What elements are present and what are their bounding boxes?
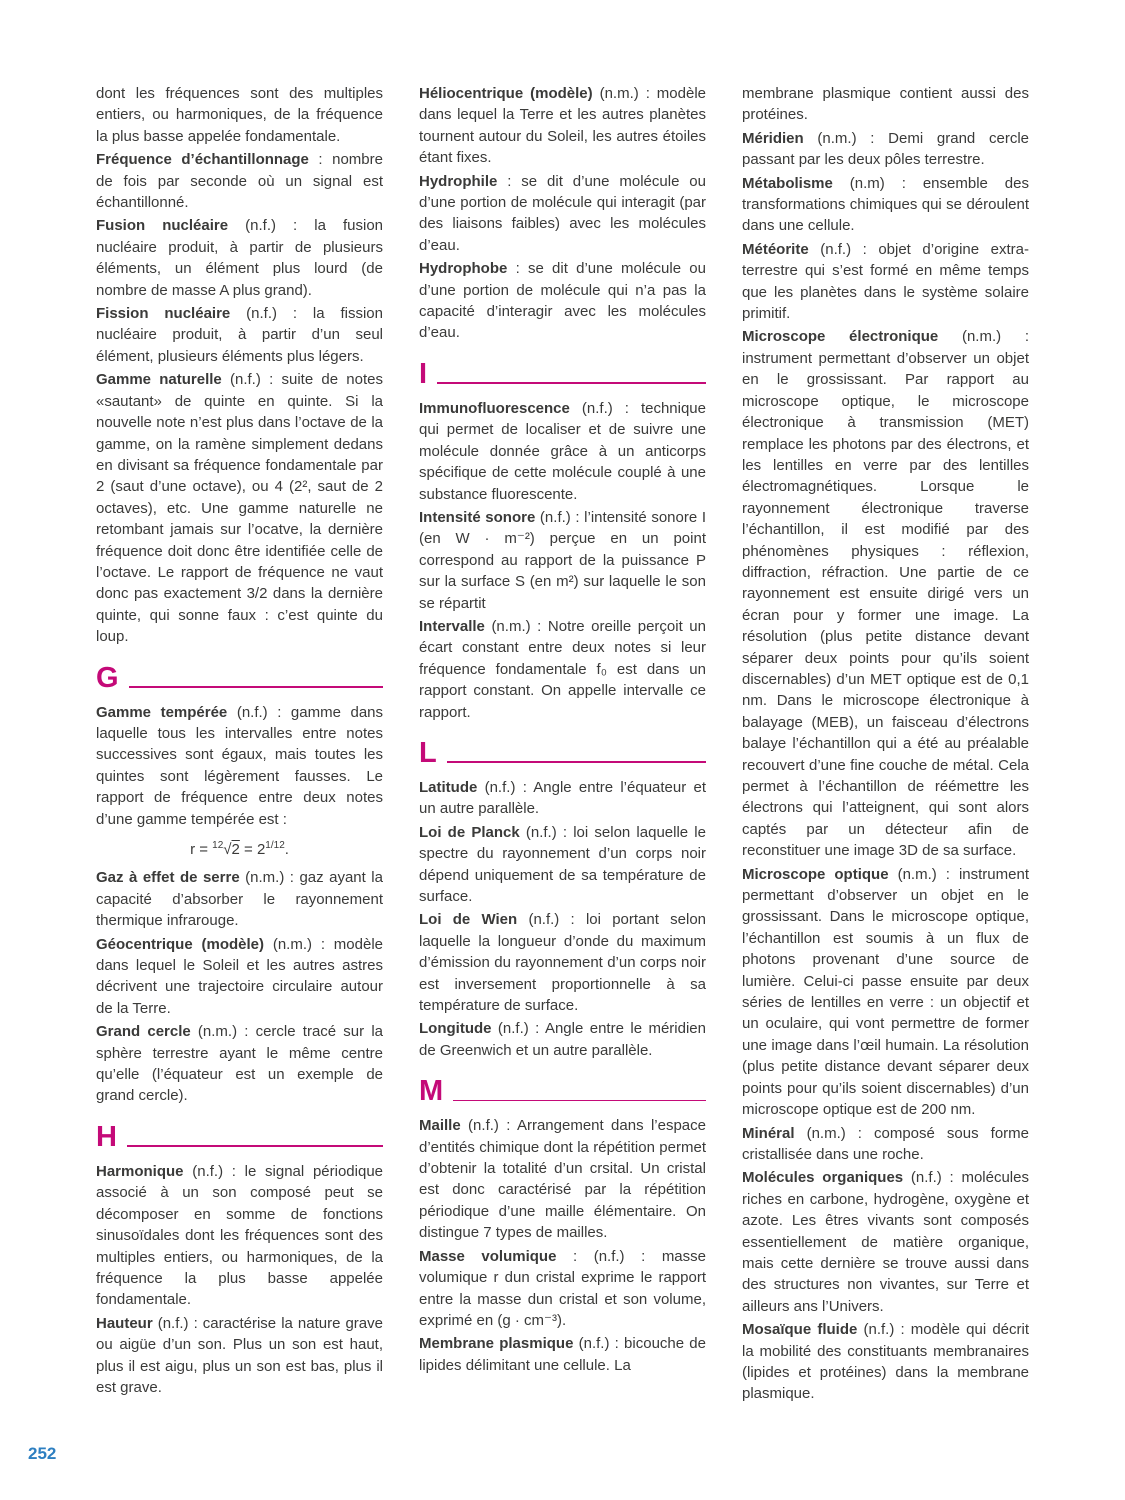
- definition: : (n.f.) : masse volumique r dun cristal exprime le rapport entre la masse dun cristal et son volume, exprimé en (g · cm⁻³).: [419, 1247, 706, 1329]
- entry-hydrophile: [419, 171, 706, 257]
- glossary-continuation: [742, 83, 1029, 126]
- heading-rule: [129, 686, 383, 688]
- heading-rule: [127, 1145, 383, 1147]
- definition: (n.f.) : technique qui permet de localiser et de suivre une molécule donnée grâce à un anticorps spécifique de cette molécule couplé à une substance fluorescente.: [419, 399, 706, 503]
- section-heading-m: [419, 1077, 706, 1106]
- term: Mosaïque fluide: [742, 1321, 858, 1339]
- term: Héliocentrique (modèle): [419, 85, 593, 102]
- entry-hauteur: [96, 1313, 383, 1399]
- entry-mosaique-fluide: [742, 1319, 1029, 1405]
- definition: (n.f.) : loi portant selon laquelle la longueur d’onde du maximum d’émission du rayonnement d’un corps noir est inversement proportionnelle à sa température de surface.: [419, 911, 707, 1015]
- term: Gamme tempérée: [96, 703, 228, 721]
- term: Météorite: [742, 240, 809, 258]
- entry-immunofluorescence: [419, 398, 706, 505]
- entry-geocentrique: [96, 934, 383, 1020]
- term: Intervalle: [419, 617, 485, 635]
- entry-meteorite: [742, 239, 1029, 325]
- term: Métabolisme: [742, 174, 833, 192]
- entry-gamme-naturelle: [96, 369, 383, 647]
- term: Loi de Planck: [419, 823, 520, 841]
- entry-meridien: [742, 128, 1029, 171]
- definition: (n.f.) : la fission nucléaire produit, à partir d’un seul élément, plusieurs éléments plus légers.: [96, 305, 383, 365]
- definition: (n.f.) : gamme dans laquelle tous les intervalles entre notes successives sont égaux, mais toutes les quintes sont légèrement fausses. Le rapport de fréquence entre deux notes d’une gamme tempérée est :: [96, 703, 383, 828]
- section-letter: L: [419, 736, 437, 769]
- definition: dont les fréquences sont des multiples entiers, ou harmoniques, de la fréquence la plus basse appelée fondamentale.: [96, 85, 383, 145]
- term: Membrane plasmique: [419, 1335, 574, 1353]
- term: Immunofluorescence: [419, 399, 570, 417]
- term: Harmonique: [96, 1162, 184, 1180]
- term: Gamme naturelle: [96, 371, 222, 389]
- definition: (n.f.) : Angle entre l’équateur et un autre parallèle.: [419, 778, 706, 818]
- section-heading-g: [96, 661, 383, 694]
- heading-rule: [453, 1100, 706, 1102]
- heading-rule: [437, 382, 706, 384]
- term: Microscope optique: [742, 865, 889, 883]
- entry-heliocentrique: [419, 83, 706, 169]
- entry-gaz-effet-serre: [96, 867, 383, 931]
- definition: (n.m.) : Notre oreille perçoit un écart constant entre deux notes si leur fréquence fondamentale f₀ est dans un rapport constant. On appelle intervalle ce rapport.: [419, 617, 706, 721]
- entry-molecules-organiques: [742, 1167, 1029, 1317]
- term: Fission nucléaire: [96, 305, 231, 323]
- entry-intervalle: [419, 616, 706, 723]
- definition: : nombre de fois par seconde où un signal est échantillonné.: [96, 151, 383, 212]
- term: Maille: [419, 1117, 461, 1135]
- definition: (n.m.) : modèle dans lequel la Terre et les autres planètes tournent autour du Soleil, les autres étoiles étant fixes.: [419, 85, 707, 167]
- definition: (n.f.) : loi selon laquelle le spectre du rayonnement d’un corps noir dépend uniquement de sa température de surface.: [419, 823, 706, 905]
- formula-gamme-temperee: $r = ^{12}√2 = 2^{1/12}$.: [190, 840, 289, 858]
- definition: (n.f.) : Angle entre le méridien de Greenwich et un autre parallèle.: [419, 1020, 706, 1059]
- definition: (n.m.) : modèle dans lequel le Soleil et les autres astres décrivent une trajectoire circulaire autour de la Terre.: [96, 935, 384, 1017]
- term: Hydrophile: [419, 172, 498, 190]
- term: Molécules organiques: [742, 1169, 904, 1187]
- term: Grand cercle: [96, 1023, 191, 1041]
- section-heading-l: [419, 736, 706, 769]
- definition: (n.m.) : composé sous forme cristallisée dans une roche.: [742, 1124, 1029, 1163]
- term: Méridien: [742, 129, 804, 147]
- term: Géocentrique (modèle): [96, 935, 265, 953]
- definition: (n.f.) : suite de notes «sautant» de quinte en quinte. Si la nouvelle note n’est plus dans l’octave de la gamme, on la ramène simplement dedans en divisant sa fréquence fondamentale par 2 (saut d’une octave), ou 4 (2², saut de 2 octaves), etc. Une gamme naturelle ne retombant jamais sur l’ocatve, la dernière fréquence doit donc être identifiée celle de l’octave. Le rapport de fréquence ne vaut donc pas exactement 3/2 dans la dernière quinte, qui sonne faux : c’est quinte du loup.: [96, 371, 383, 646]
- definition: (n.f.) : la fusion nucléaire produit, à partir de plusieurs éléments, un élément plus lourd (de nombre de masse A plus grand).: [96, 217, 384, 299]
- definition: : se dit d’une molécule ou d’une portion de molécule qui n’a pas la capacité d’interagir avec les molécules d’eau.: [419, 260, 706, 342]
- definition: (n.m) : ensemble des transformations chimiques qui se déroulent dans une cellule.: [742, 174, 1029, 235]
- definition: : se dit d’une molécule ou d’une portion de molécule qui interagit (par des liaisons faibles) avec les molécules d’eau.: [419, 172, 706, 254]
- entry-masse-volumique: [419, 1246, 706, 1332]
- entry-microscope-electronique: [742, 326, 1029, 861]
- column-2: [419, 83, 706, 1378]
- term: Microscope électronique: [742, 328, 939, 346]
- term: Hauteur: [96, 1314, 153, 1332]
- term: Hydrophobe: [419, 260, 508, 278]
- entry-harmonique: [96, 1161, 383, 1311]
- page-number: 252: [28, 1444, 57, 1463]
- definition: membrane plasmique contient aussi des protéines.: [742, 85, 1029, 124]
- term: Latitude: [419, 778, 478, 796]
- definition: (n.m.) : instrument permettant d’observer un objet en le grossissant. Par rapport au microscope optique, le microscope électronique à transmission (MET) remplace les photons par des électrons, et les lentilles en verre par des lentilles électromagnétiques. Lorsque le rayonnement électronique traverse l’échantillon, il est modifié par des phénomènes physiques : réflexion, diffraction, réfraction. Une partie de ce rayonnement est ensuite dirigé vers un écran pour y former une image. La résolution (plus petite distance devant séparer deux points pour qu’ils soient discernables) d’un MET optique est de 0,1 nm. Dans le microscope électronique à balayage (MEB), un faisceau d’électrons balaye l’échantillon qui a été au préalable recouvert d’une fine couche de métal. Cela permet à l’échantillon de réémettre les électrons qui l’atteignent, qui sont alors captés par un détecteur afin de reconstituer une image 3D de sa surface.: [742, 328, 1029, 860]
- definition: (n.m.) : Demi grand cercle passant par les deux pôles terrestre.: [742, 129, 1029, 169]
- entry-latitude: [419, 777, 706, 820]
- term: Fréquence d’échantillonnage: [96, 151, 309, 169]
- section-letter: M: [419, 1075, 444, 1108]
- definition: (n.m.) : instrument permettant d’observer un objet en le grossissant. Dans le microscope optique, l’échantillon est soumis à un flux de photons provenant d’une source de lumière. Celui-ci passe ensuite par deux séries de lentilles en verre : un objectif et un oculaire, qui vont permettre de former une image dans l’œil humain. La résolution (plus petite distance devant séparer deux points pour qu’ils soient discernables) d’un microscope optique est de 200 nm.: [742, 865, 1029, 1119]
- entry-grand-cercle: [96, 1021, 383, 1107]
- term: Masse volumique: [419, 1247, 557, 1265]
- definition: (n.f.) : Arrangement dans l’espace d’entités chimique dont la répétition permet d’obtenir la totalité d’un crsital. Un cristal est donc caractérisé par la répétition périodique d’une maille élémentaire. On distingue 7 types de mailles.: [419, 1117, 706, 1242]
- column-3: [742, 83, 1029, 1407]
- entry-maille: [419, 1115, 706, 1243]
- entry-gamme-temperee: [96, 702, 383, 830]
- section-letter: I: [419, 357, 428, 390]
- term: Loi de Wien: [419, 911, 518, 929]
- definition: (n.f.) : l’intensité sonore I (en W · m⁻²) perçue en un point correspond au rapport de la puissance P sur la surface S (en m²) sur laquelle le son se répartit: [419, 508, 706, 612]
- heading-rule: [447, 761, 706, 763]
- entry-mineral: [742, 1123, 1029, 1166]
- entry-metabolisme: [742, 173, 1029, 237]
- entry-hydrophobe: [419, 258, 706, 344]
- entry-fusion-nucleaire: [96, 215, 383, 301]
- section-heading-i: [419, 357, 706, 390]
- definition: (n.f.) : caractérise la nature grave ou aigüe d’un son. Plus un son est haut, plus il est aigu, plus un son est bas, plus il est grave.: [96, 1314, 383, 1396]
- entry-longitude: [419, 1018, 706, 1061]
- section-letter: H: [96, 1120, 117, 1153]
- definition: (n.f.) : modèle qui décrit la mobilité des constituants membranaires (lipides et protéines) dans la membrane plasmique.: [742, 1321, 1030, 1403]
- entry-frequence-echantillonnage: [96, 149, 383, 213]
- entry-intensite-sonore: [419, 507, 706, 614]
- term: Minéral: [742, 1124, 795, 1142]
- entry-fission-nucleaire: [96, 303, 383, 367]
- definition: (n.m.) : gaz ayant la capacité d’absorber le rayonnement thermique infrarouge.: [96, 869, 383, 930]
- definition: (n.f.) : objet d’origine extra-terrestre qui s’est formé en même temps que les planètes dans le système solaire primitif.: [742, 240, 1029, 323]
- entry-loi-de-wien: [419, 909, 706, 1016]
- glossary-columns: [96, 83, 1029, 1407]
- section-heading-h: [96, 1120, 383, 1153]
- term: Gaz à effet de serre: [96, 869, 240, 887]
- term: Fusion nucléaire: [96, 217, 229, 235]
- entry-membrane-plasmique: [419, 1333, 706, 1376]
- entry-microscope-optique: [742, 864, 1029, 1121]
- term: Longitude: [419, 1020, 492, 1038]
- term: Intensité sonore: [419, 508, 536, 526]
- definition: (n.f.) : le signal périodique associé à un son composé peut se décomposer en somme de fonctions sinusoïdales dont les fréquences sont des multiples entiers, ou harmoniques, de la fréquence la plus basse appelée fondamentale.: [96, 1162, 383, 1309]
- definition: (n.f.) : molécules riches en carbone, hydrogène, oxygène et azote. Les êtres vivants sont composés essentiellement de matière organique, mais cette dernière se trouve aussi dans des structures non vivantes, sur Terre et ailleurs ans l’Univers.: [742, 1169, 1029, 1315]
- definition: (n.f.) : bicouche de lipides délimitant une cellule. La: [419, 1335, 706, 1374]
- entry-loi-de-planck: [419, 822, 706, 908]
- definition: (n.m.) : cercle tracé sur la sphère terrestre ayant le même centre qu’elle (l’équateur est un exemple de grand cercle).: [96, 1023, 383, 1105]
- glossary-continuation: [96, 83, 383, 147]
- column-1: [96, 83, 383, 1400]
- section-letter: G: [96, 661, 119, 694]
